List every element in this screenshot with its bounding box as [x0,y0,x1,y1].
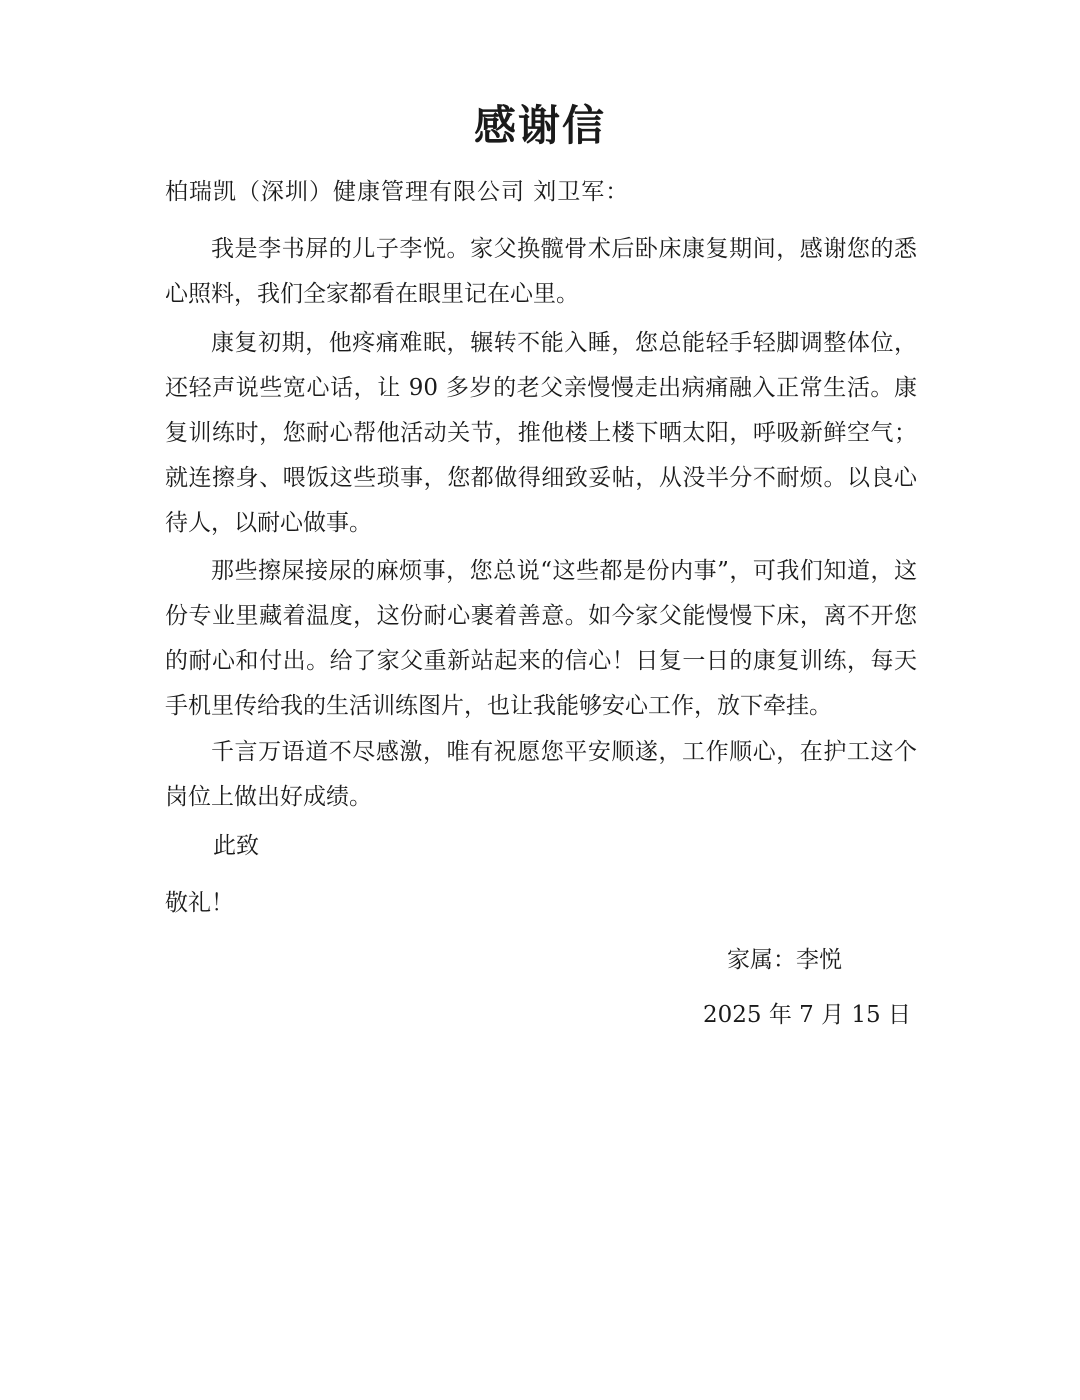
closing-phrase: 此致 [213,833,259,859]
paragraph-4: 千言万语道不尽感激，唯有祝愿您平安顺遂，工作顺心，在护工这个岗位上做出好成绩。 [165,739,917,810]
regards-phrase: 敬礼！ [165,890,234,916]
salutation: 柏瑞凯（深圳）健康管理有限公司 刘卫军： [165,179,630,205]
paragraph-1: 我是李书屏的儿子李悦。家父换髋骨术后卧床康复期间，感谢您的悉心照料，我们全家都看在眼里记在心里。 [165,236,917,307]
letter-date: 2025 年 7 月 15 日 [703,1002,911,1028]
paragraph-3: 那些擦屎接尿的麻烦事，您总说“这些都是份内事”，可我们知道，这份专业里藏着温度，这份耐心裹着善意。如今家父能慢慢下床，离不开您的耐心和付出。给了家父重新站起来的信心！日复一日的康复训练，每天手机里传给我的生活训练图片，也让我能够安心工作，放下牵挂。 [165,558,917,719]
letter-title: 感谢信 [473,101,606,150]
paragraph-2: 康复初期，他疼痛难眠，辗转不能入睡，您总能轻手轻脚调整体位，还轻声说些宽心话，让 90 多岁的老父亲慢慢走出病痛融入正常生活。康复训练时，您耐心帮他活动关节，推他楼上楼下晒太阳，呼吸新鲜空气；就连擦身、喂饭这些琐事，您都做得细致妥帖，从没半分不耐烦。以良心待人，以耐心做事。 [165,330,917,536]
signature: 家属：李悦 [727,947,842,973]
